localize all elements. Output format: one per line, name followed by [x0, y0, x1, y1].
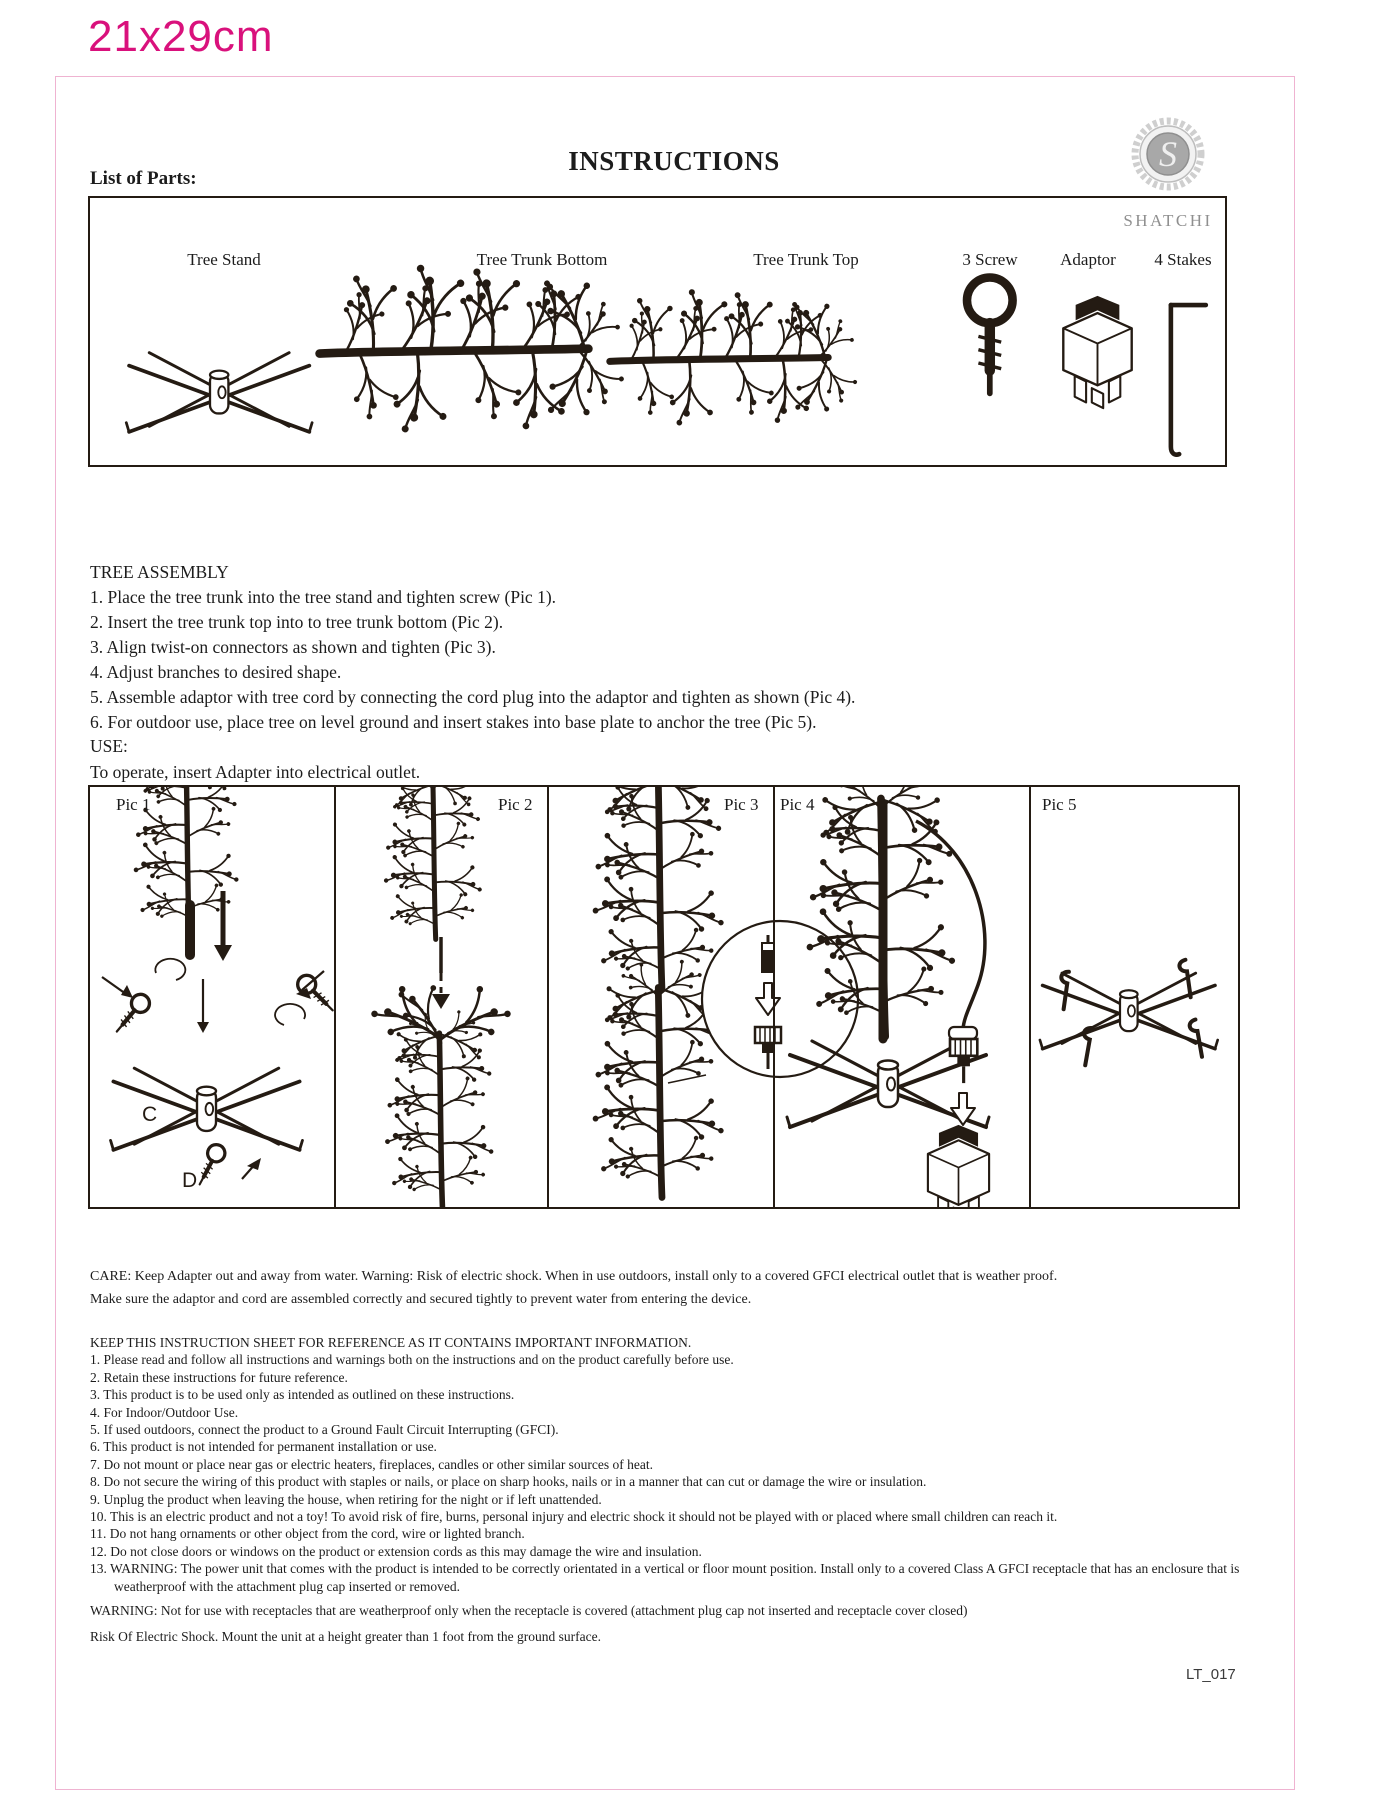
- parts-heading: List of Parts:: [90, 168, 197, 189]
- part-label-tree-stand: Tree Stand: [187, 250, 261, 269]
- care-line: Make sure the adaptor and cord are assembled correctly and secured tightly to prevent water from entering the device.: [90, 1292, 752, 1307]
- brand-medallion-icon: [1118, 112, 1218, 204]
- parts-box: [88, 196, 1227, 467]
- screw-illustration: [967, 278, 1013, 394]
- warning-line: Risk Of Electric Shock. Mount the unit at a height greater than 1 foot from the ground surface.: [90, 1629, 601, 1644]
- keep-item: 3. This product is to be used only as intended as outlined on these instructions.: [90, 1387, 515, 1403]
- pic-divider: [1029, 787, 1031, 1207]
- use-section: [90, 733, 420, 785]
- pic3-label: Pic 3: [724, 795, 759, 814]
- page-size-label: 21x29cm: [88, 12, 274, 61]
- part-label-tree-trunk-bottom: Tree Trunk Bottom: [476, 250, 608, 269]
- assembly-step: 3. Align twist-on connectors as shown and tighten (Pic 3).: [90, 637, 496, 657]
- keep-item: 2. Retain these instructions for future reference.: [90, 1369, 348, 1385]
- pic5-illustration: [1040, 960, 1218, 1065]
- pic-divider: [547, 787, 549, 1207]
- use-heading: USE:: [90, 736, 128, 756]
- keep-heading: KEEP THIS INSTRUCTION SHEET FOR REFERENCE AS IT CONTAINS IMPORTANT INFORMATION.: [90, 1335, 692, 1350]
- stake-illustration: [1171, 305, 1206, 455]
- assembly-step: 2. Insert the tree trunk top into to tree trunk bottom (Pic 2).: [90, 612, 504, 632]
- stand-marker-c: C: [142, 1103, 158, 1126]
- assembly-step: 5. Assemble adaptor with tree cord by connecting the cord plug into the adaptor and tighten as shown (Pic 4).: [90, 687, 856, 707]
- pic4-label: Pic 4: [780, 795, 815, 814]
- pic2-label: Pic 2: [498, 795, 533, 814]
- stand-marker-d: D: [182, 1169, 198, 1192]
- brand-initial: S: [1159, 134, 1177, 174]
- assembly-step: 1. Place the tree trunk into the tree stand and tighten screw (Pic 1).: [90, 587, 557, 607]
- warning-section: [90, 1598, 1255, 1650]
- pic1-label: Pic 1: [116, 795, 151, 814]
- part-label-tree-trunk-top: Tree Trunk Top: [753, 250, 859, 269]
- document-code: LT_017: [1186, 1666, 1236, 1683]
- pictures-box: [88, 785, 1240, 1209]
- tree-stand-illustration: [126, 353, 312, 432]
- tree-trunk-top-illustration: [610, 282, 859, 432]
- pic2-illustration: [366, 787, 515, 1207]
- keep-item: 12. Do not close doors or windows on the product or extension cords as this may damage the wire and insulation.: [90, 1543, 702, 1559]
- pic5-label: Pic 5: [1042, 795, 1077, 814]
- keep-section: [90, 1334, 1255, 1595]
- keep-item: 11. Do not hang ornaments or other object from the cord, wire or lighted branch.: [90, 1526, 525, 1542]
- use-line: To operate, insert Adapter into electrical outlet.: [90, 762, 421, 782]
- pic-divider: [334, 787, 336, 1207]
- keep-item: 8. Do not secure the wiring of this product with staples or nails, or place on sharp hooks, nails or in a manner that can cut or damage the wire or insulation.: [90, 1474, 927, 1490]
- pictures-illustrations: [90, 787, 1238, 1207]
- keep-item: 5. If used outdoors, connect the product to a Ground Fault Circuit Interrupting (GFCI).: [90, 1422, 559, 1438]
- assembly-section: [90, 560, 1210, 735]
- keep-item: 1. Please read and follow all instructions and warnings both on the instructions and on the product carefully before use.: [90, 1352, 734, 1368]
- assembly-heading: TREE ASSEMBLY: [90, 562, 229, 582]
- part-label-adaptor: Adaptor: [1060, 250, 1116, 269]
- part-label-stakes: 4 Stakes: [1154, 250, 1212, 269]
- brand-name: SHATCHI: [1123, 211, 1213, 230]
- page-title: INSTRUCTIONS: [568, 146, 780, 176]
- tree-trunk-bottom-illustration: [320, 256, 627, 441]
- keep-item: 9. Unplug the product when leaving the house, when retiring for the night or if left unattended.: [90, 1491, 602, 1507]
- pic-divider: [773, 787, 775, 1207]
- care-line: CARE: Keep Adapter out and away from water. Warning: Risk of electric shock. When in use outdoors, install only to a covered GFCI electrical outlet that is weather proof.: [90, 1269, 1058, 1284]
- pic1-illustration: [102, 787, 339, 1188]
- keep-item: 7. Do not mount or place near gas or electric heaters, fireplaces, candles or other similar sources of heat.: [90, 1456, 654, 1472]
- keep-item: 10. This is an electric product and not a toy! To avoid risk of fire, burns, personal injury and electric shock it should not be played with or placed where small children can reach it.: [90, 1509, 1058, 1525]
- care-section: [90, 1265, 1240, 1311]
- assembly-step: 4. Adjust branches to desired shape.: [90, 662, 342, 682]
- keep-item: 4. For Indoor/Outdoor Use.: [90, 1404, 239, 1420]
- assembly-step: 6. For outdoor use, place tree on level ground and insert stakes into base plate to anchor the tree (Pic 5).: [90, 712, 817, 732]
- keep-item: 6. This product is not intended for permanent installation or use.: [90, 1439, 437, 1455]
- parts-illustrations: [90, 198, 1225, 465]
- keep-item: 13. WARNING: The power unit that comes with the product is intended to be correctly orientated in a vertical or floor mount position. Install only to a covered Class A GFCI receptacle that has an enclosure that is weatherproof with the attachment plug cap inserted or removed.: [90, 1561, 1240, 1594]
- warning-line: WARNING: Not for use with receptacles that are weatherproof only when the receptacle is covered (attachment plug cap not inserted and receptacle cover closed): [90, 1603, 968, 1618]
- pic3-illustration: [586, 787, 858, 1198]
- part-label-screw: 3 Screw: [962, 250, 1018, 269]
- adaptor-illustration: [1063, 297, 1131, 408]
